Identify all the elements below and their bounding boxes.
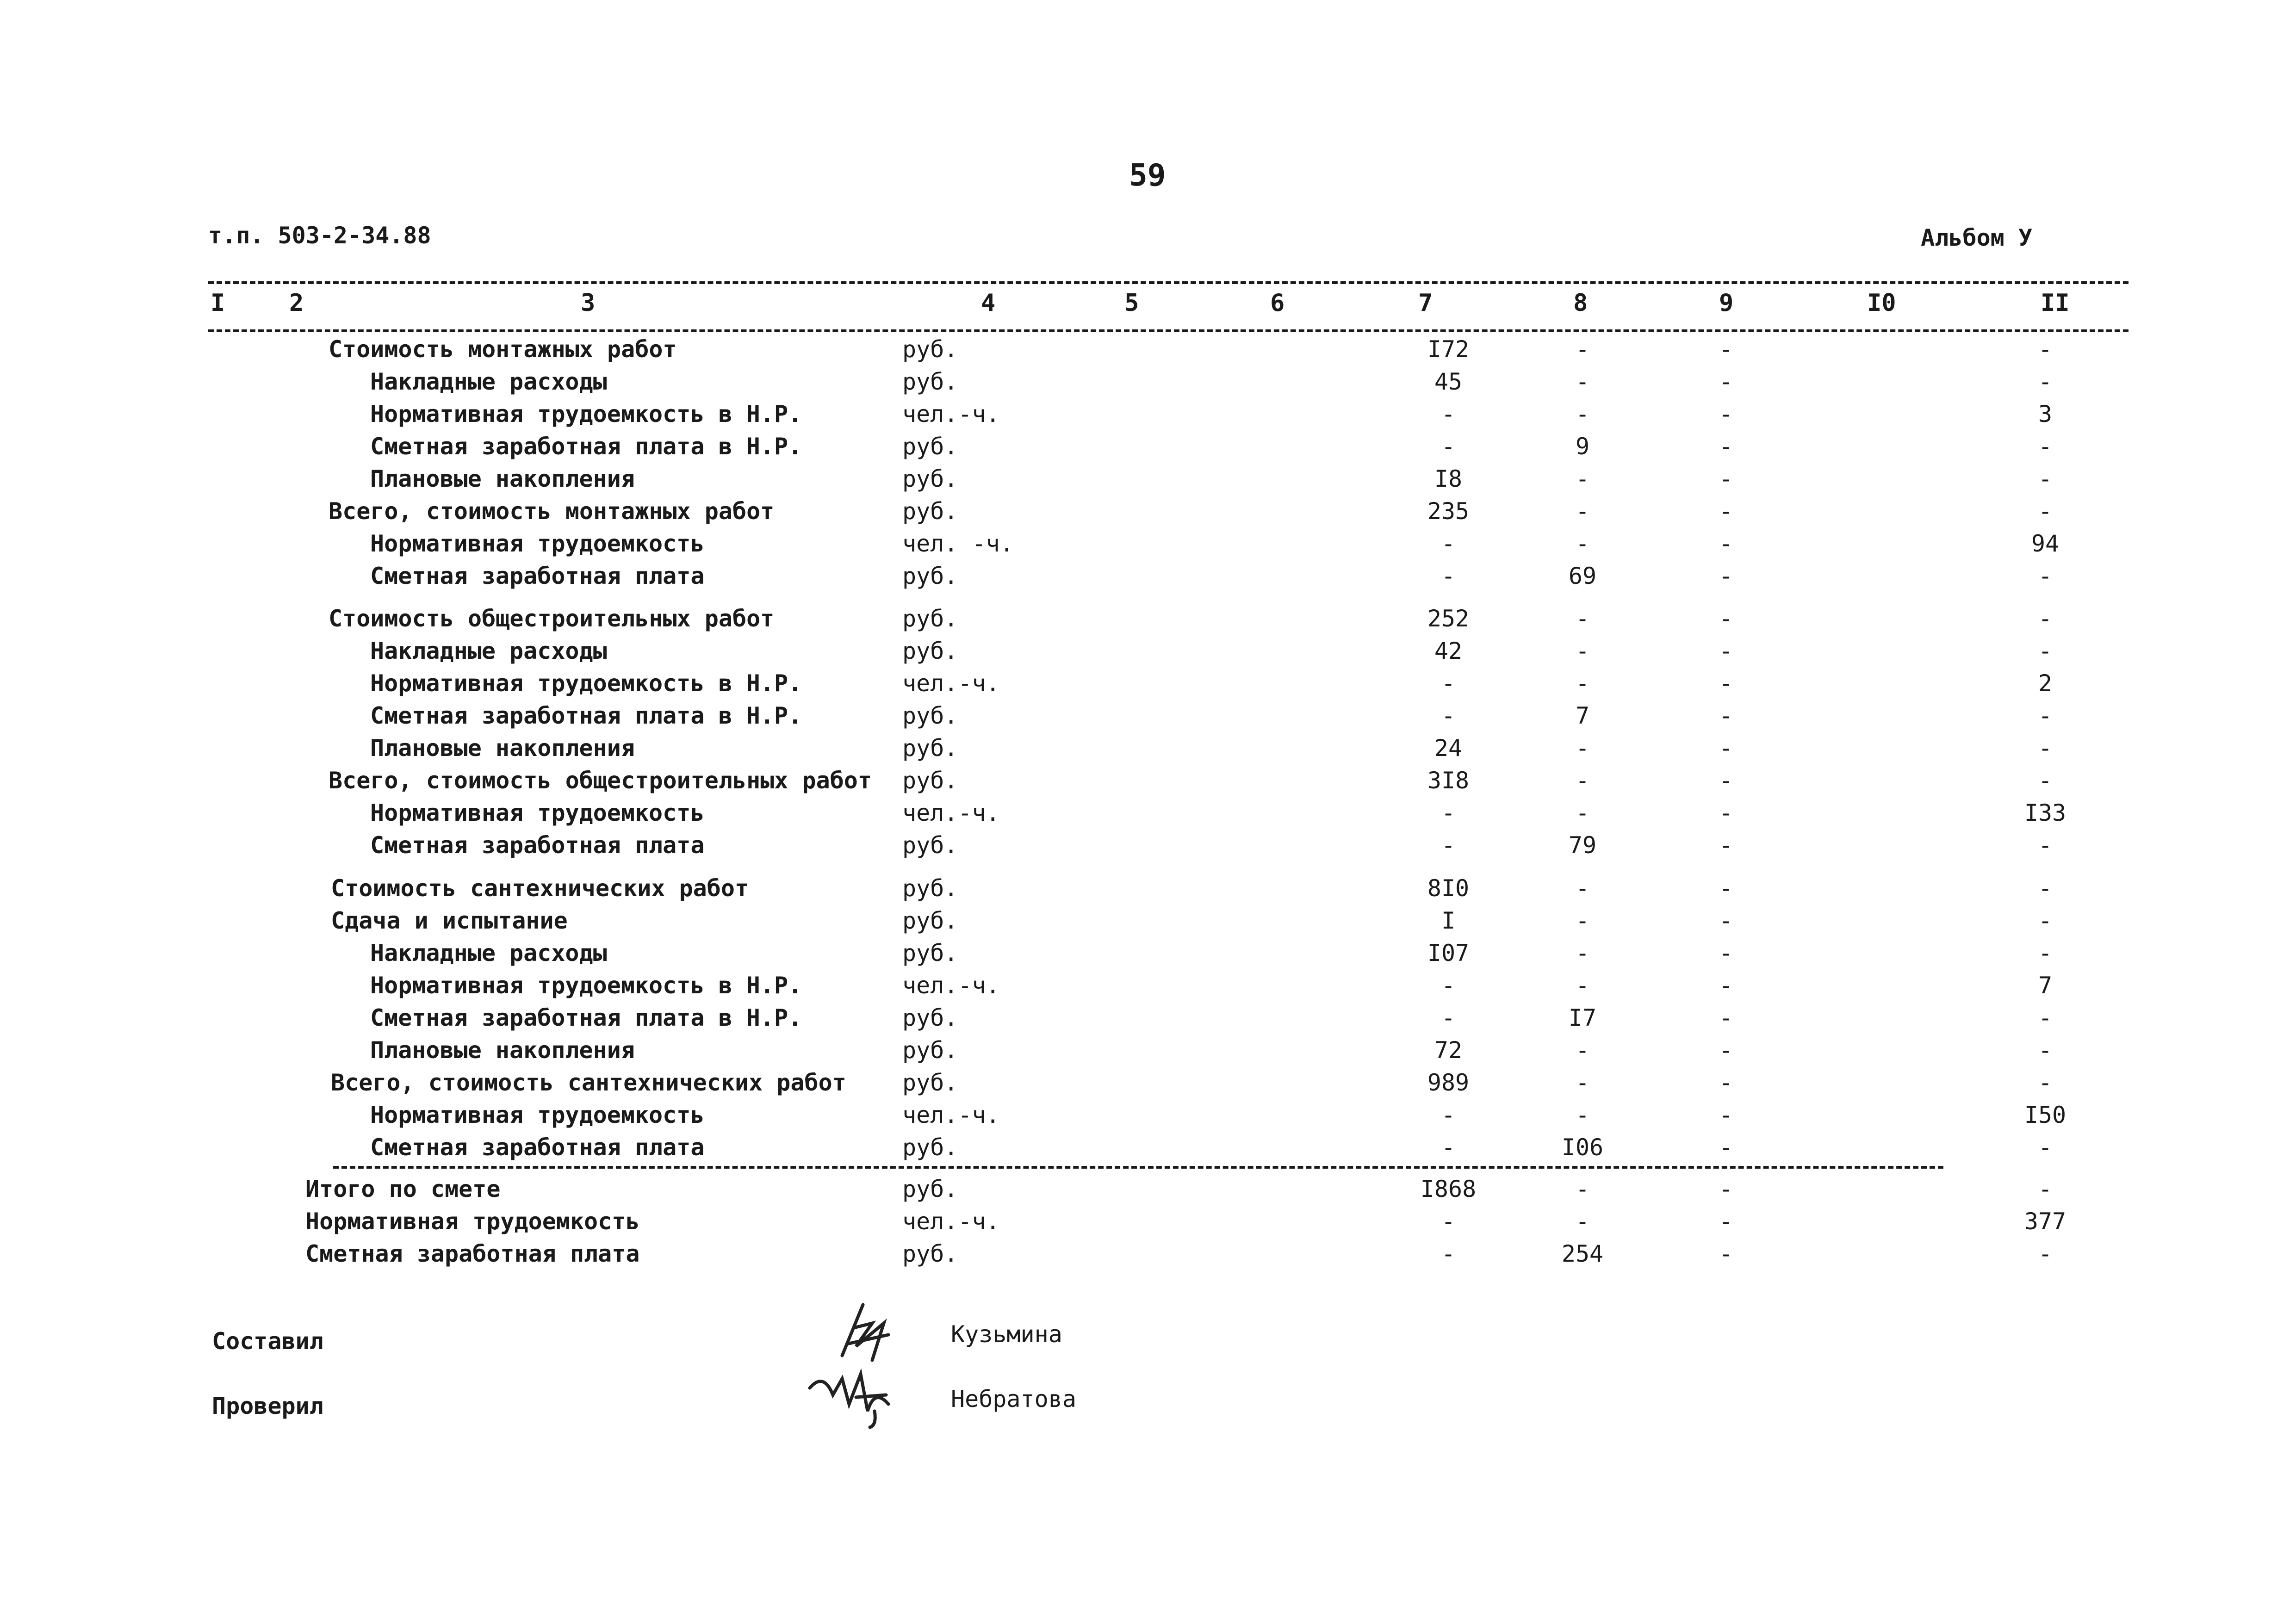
- row-col-8: -: [1575, 799, 1590, 826]
- row-col-11: 3: [2038, 401, 2053, 427]
- row-name: Накладные расходы: [370, 940, 607, 966]
- table-row: [0, 1131, 2296, 1164]
- row-col-8: -: [1575, 401, 1590, 427]
- table-row: [0, 1002, 2296, 1034]
- row-col-11: -: [2038, 1004, 2053, 1031]
- row-col-8: I7: [1568, 1004, 1597, 1031]
- row-col-11: -: [2038, 1069, 2053, 1096]
- row-col-7: -: [1441, 1004, 1456, 1031]
- checked-signature: [805, 1360, 907, 1430]
- table-row: [0, 764, 2296, 797]
- row-col-9: -: [1719, 1004, 1733, 1031]
- row-name: Нормативная трудоемкость: [370, 530, 705, 557]
- row-col-11: -: [2038, 1240, 2053, 1267]
- table-row: [0, 365, 2296, 398]
- subtotal-divider: [333, 1166, 1943, 1169]
- table-row: [0, 495, 2296, 527]
- row-name: Нормативная трудоемкость: [370, 799, 705, 826]
- row-unit: руб.: [902, 498, 958, 525]
- row-col-8: -: [1575, 1102, 1590, 1128]
- row-name: Всего, стоимость сантехнических работ: [331, 1069, 846, 1096]
- table-row: [0, 398, 2296, 430]
- row-col-9: -: [1719, 530, 1733, 557]
- row-name: Нормативная трудоемкость в Н.Р.: [370, 670, 802, 697]
- row-col-8: -: [1575, 498, 1590, 525]
- row-unit: руб.: [902, 1004, 958, 1031]
- compiled-by-label: Составил: [212, 1328, 323, 1355]
- table-row: [0, 732, 2296, 764]
- row-unit: чел.-ч.: [902, 401, 1000, 427]
- row-name: Сметная заработная плата в Н.Р.: [370, 433, 802, 460]
- row-col-8: 69: [1568, 563, 1597, 589]
- row-unit: руб.: [902, 1037, 958, 1064]
- row-col-7: -: [1441, 1240, 1456, 1267]
- row-col-8: -: [1575, 670, 1590, 697]
- row-col-9: -: [1719, 401, 1733, 427]
- row-unit: руб.: [902, 605, 958, 632]
- album-label: Альбом У: [1921, 224, 2032, 251]
- row-unit: руб.: [902, 907, 958, 934]
- row-name: Сметная заработная плата в Н.Р.: [370, 1004, 802, 1031]
- row-unit: руб.: [902, 735, 958, 762]
- column-header-5: 5: [1124, 289, 1139, 317]
- row-col-11: -: [2038, 735, 2053, 762]
- row-name: Накладные расходы: [370, 638, 607, 664]
- row-col-11: I33: [2024, 799, 2066, 826]
- column-header-4: 4: [981, 289, 996, 317]
- row-col-8: -: [1575, 875, 1590, 902]
- row-col-9: -: [1719, 832, 1733, 859]
- row-col-8: 7: [1575, 702, 1590, 729]
- row-col-7: -: [1441, 1134, 1456, 1161]
- row-col-9: -: [1719, 1208, 1733, 1235]
- row-unit: чел.-ч.: [902, 1102, 1000, 1128]
- row-unit: руб.: [902, 563, 958, 589]
- row-col-11: -: [2038, 832, 2053, 859]
- row-col-11: -: [2038, 1176, 2053, 1202]
- row-col-11: -: [2038, 907, 2053, 934]
- column-header-7: 7: [1418, 289, 1433, 317]
- column-header-2: 2: [289, 289, 304, 317]
- row-col-9: -: [1719, 368, 1733, 395]
- table-row: [0, 700, 2296, 732]
- column-header-8: 8: [1573, 289, 1588, 317]
- row-unit: руб.: [902, 1176, 958, 1202]
- row-col-8: 9: [1575, 433, 1590, 460]
- row-col-8: -: [1575, 907, 1590, 934]
- row-col-8: -: [1575, 336, 1590, 363]
- row-name: Стоимость общестроительных работ: [329, 605, 775, 632]
- table-row: [0, 1205, 2296, 1238]
- row-col-9: -: [1719, 907, 1733, 934]
- row-col-11: -: [2038, 433, 2053, 460]
- row-unit: чел.-ч.: [902, 799, 1000, 826]
- row-col-8: I06: [1561, 1134, 1604, 1161]
- row-unit: руб.: [902, 832, 958, 859]
- row-col-7: -: [1441, 799, 1456, 826]
- row-name: Всего, стоимость монтажных работ: [329, 498, 775, 525]
- row-name: Сметная заработная плата в Н.Р.: [370, 702, 802, 729]
- row-unit: чел.-ч.: [902, 972, 1000, 999]
- row-col-11: -: [2038, 368, 2053, 395]
- table-row: [0, 527, 2296, 560]
- column-header-6: 6: [1270, 289, 1285, 317]
- column-header-1: I: [211, 289, 225, 317]
- row-col-9: -: [1719, 498, 1733, 525]
- row-col-7: 72: [1434, 1037, 1463, 1064]
- row-col-9: -: [1719, 1037, 1733, 1064]
- table-row: [0, 829, 2296, 861]
- row-name: Нормативная трудоемкость в Н.Р.: [370, 401, 802, 427]
- row-col-8: -: [1575, 767, 1590, 794]
- row-col-11: -: [2038, 767, 2053, 794]
- row-col-11: -: [2038, 336, 2053, 363]
- row-unit: руб.: [902, 702, 958, 729]
- row-col-7: 8I0: [1427, 875, 1470, 902]
- row-name: Нормативная трудоемкость в Н.Р.: [370, 972, 802, 999]
- table-row: [0, 1099, 2296, 1131]
- table-row: [0, 1238, 2296, 1270]
- row-col-7: -: [1441, 972, 1456, 999]
- row-col-9: -: [1719, 1176, 1733, 1202]
- row-col-9: -: [1719, 563, 1733, 589]
- table-row: [0, 667, 2296, 700]
- row-unit: руб.: [902, 1240, 958, 1267]
- row-col-8: -: [1575, 940, 1590, 966]
- row-name: Сметная заработная плата: [370, 1134, 705, 1161]
- column-header-11: II: [2041, 289, 2070, 317]
- checked-by-name: Небратова: [951, 1386, 1076, 1412]
- row-col-8: -: [1575, 530, 1590, 557]
- row-col-9: -: [1719, 1069, 1733, 1096]
- table-row: [0, 430, 2296, 463]
- row-col-11: -: [2038, 605, 2053, 632]
- row-unit: руб.: [902, 1134, 958, 1161]
- row-col-11: 7: [2038, 972, 2053, 999]
- row-col-9: -: [1719, 1134, 1733, 1161]
- row-col-7: -: [1441, 433, 1456, 460]
- row-col-9: -: [1719, 702, 1733, 729]
- table-row: [0, 635, 2296, 667]
- table-row: [0, 872, 2296, 904]
- row-name: Стоимость сантехнических работ: [331, 875, 749, 902]
- row-unit: руб.: [902, 465, 958, 492]
- row-col-7: -: [1441, 670, 1456, 697]
- column-header-10: I0: [1867, 289, 1896, 317]
- row-col-8: -: [1575, 1208, 1590, 1235]
- row-unit: руб.: [902, 1069, 958, 1096]
- row-name: Плановые накопления: [370, 465, 635, 492]
- table-top-divider: [208, 281, 2128, 284]
- row-col-9: -: [1719, 465, 1733, 492]
- compiled-by-name: Кузьмина: [951, 1321, 1062, 1348]
- row-name: Стоимость монтажных работ: [329, 336, 677, 363]
- row-name: Плановые накопления: [370, 735, 635, 762]
- row-unit: руб.: [902, 433, 958, 460]
- row-col-11: 94: [2031, 530, 2060, 557]
- row-col-8: -: [1575, 1069, 1590, 1096]
- row-col-9: -: [1719, 875, 1733, 902]
- row-name: Итого по смете: [305, 1176, 501, 1202]
- row-unit: руб.: [902, 875, 958, 902]
- row-col-9: -: [1719, 940, 1733, 966]
- row-col-8: -: [1575, 638, 1590, 664]
- table-row: [0, 969, 2296, 1002]
- row-col-9: -: [1719, 767, 1733, 794]
- row-col-9: -: [1719, 336, 1733, 363]
- row-col-7: -: [1441, 1208, 1456, 1235]
- row-unit: руб.: [902, 638, 958, 664]
- row-col-7: 3I8: [1427, 767, 1470, 794]
- row-col-9: -: [1719, 433, 1733, 460]
- table-row: [0, 463, 2296, 495]
- row-col-8: -: [1575, 465, 1590, 492]
- row-col-11: -: [2038, 563, 2053, 589]
- row-col-8: -: [1575, 972, 1590, 999]
- row-name: Сметная заработная плата: [370, 832, 705, 859]
- checked-by-label: Проверил: [212, 1393, 323, 1419]
- row-col-7: 24: [1434, 735, 1463, 762]
- table-row: [0, 1034, 2296, 1066]
- row-col-11: 2: [2038, 670, 2053, 697]
- row-col-11: -: [2038, 702, 2053, 729]
- row-col-9: -: [1719, 1240, 1733, 1267]
- table-row: [0, 904, 2296, 937]
- table-row: [0, 797, 2296, 829]
- document-code: т.п. 503-2-34.88: [208, 222, 431, 249]
- row-col-11: -: [2038, 465, 2053, 492]
- row-unit: руб.: [902, 336, 958, 363]
- table-row: [0, 937, 2296, 969]
- row-name: Плановые накопления: [370, 1037, 635, 1064]
- table-row: [0, 1066, 2296, 1099]
- row-col-11: -: [2038, 638, 2053, 664]
- table-row: [0, 333, 2296, 365]
- row-col-8: -: [1575, 368, 1590, 395]
- row-name: Накладные расходы: [370, 368, 607, 395]
- row-col-8: -: [1575, 605, 1590, 632]
- row-name: Сметная заработная плата: [370, 563, 705, 589]
- row-col-7: 252: [1427, 605, 1470, 632]
- row-col-11: -: [2038, 940, 2053, 966]
- row-col-7: -: [1441, 702, 1456, 729]
- row-col-7: -: [1441, 530, 1456, 557]
- row-col-9: -: [1719, 605, 1733, 632]
- row-col-8: 79: [1568, 832, 1597, 859]
- row-col-7: I07: [1427, 940, 1470, 966]
- table-row: [0, 1173, 2296, 1205]
- row-col-7: -: [1441, 1102, 1456, 1128]
- row-col-7: 989: [1427, 1069, 1470, 1096]
- row-col-7: -: [1441, 832, 1456, 859]
- row-col-11: I50: [2024, 1102, 2066, 1128]
- row-col-11: -: [2038, 498, 2053, 525]
- column-header-3: 3: [581, 289, 596, 317]
- row-col-11: 377: [2024, 1208, 2066, 1235]
- row-unit: чел.-ч.: [902, 1208, 1000, 1235]
- row-col-11: -: [2038, 1037, 2053, 1064]
- row-unit: руб.: [902, 940, 958, 966]
- table-row: [0, 602, 2296, 635]
- row-name: Сметная заработная плата: [305, 1240, 640, 1267]
- row-col-9: -: [1719, 638, 1733, 664]
- row-unit: чел. -ч.: [902, 530, 1014, 557]
- column-header-9: 9: [1719, 289, 1734, 317]
- row-col-8: -: [1575, 735, 1590, 762]
- row-col-8: -: [1575, 1176, 1590, 1202]
- table-row: [0, 560, 2296, 592]
- row-col-11: -: [2038, 1134, 2053, 1161]
- row-col-11: -: [2038, 875, 2053, 902]
- row-unit: руб.: [902, 368, 958, 395]
- row-col-9: -: [1719, 799, 1733, 826]
- row-col-7: 42: [1434, 638, 1463, 664]
- row-col-8: -: [1575, 1037, 1590, 1064]
- row-col-9: -: [1719, 972, 1733, 999]
- compiled-signature: [828, 1291, 921, 1365]
- row-col-8: 254: [1561, 1240, 1604, 1267]
- row-col-7: -: [1441, 401, 1456, 427]
- row-col-7: 235: [1427, 498, 1470, 525]
- row-unit: чел.-ч.: [902, 670, 1000, 697]
- row-col-7: I72: [1427, 336, 1470, 363]
- page-number: 59: [1129, 157, 1166, 193]
- row-col-7: -: [1441, 563, 1456, 589]
- row-unit: руб.: [902, 767, 958, 794]
- row-col-7: I868: [1420, 1176, 1477, 1202]
- row-name: Нормативная трудоемкость: [370, 1102, 705, 1128]
- row-name: Нормативная трудоемкость: [305, 1208, 640, 1235]
- row-col-9: -: [1719, 1102, 1733, 1128]
- row-col-7: I: [1441, 907, 1456, 934]
- row-col-9: -: [1719, 735, 1733, 762]
- table-header-divider: [208, 329, 2128, 332]
- row-col-9: -: [1719, 670, 1733, 697]
- row-col-7: I8: [1434, 465, 1463, 492]
- row-name: Всего, стоимость общестроительных работ: [329, 767, 872, 794]
- row-col-7: 45: [1434, 368, 1463, 395]
- row-name: Сдача и испытание: [331, 907, 568, 934]
